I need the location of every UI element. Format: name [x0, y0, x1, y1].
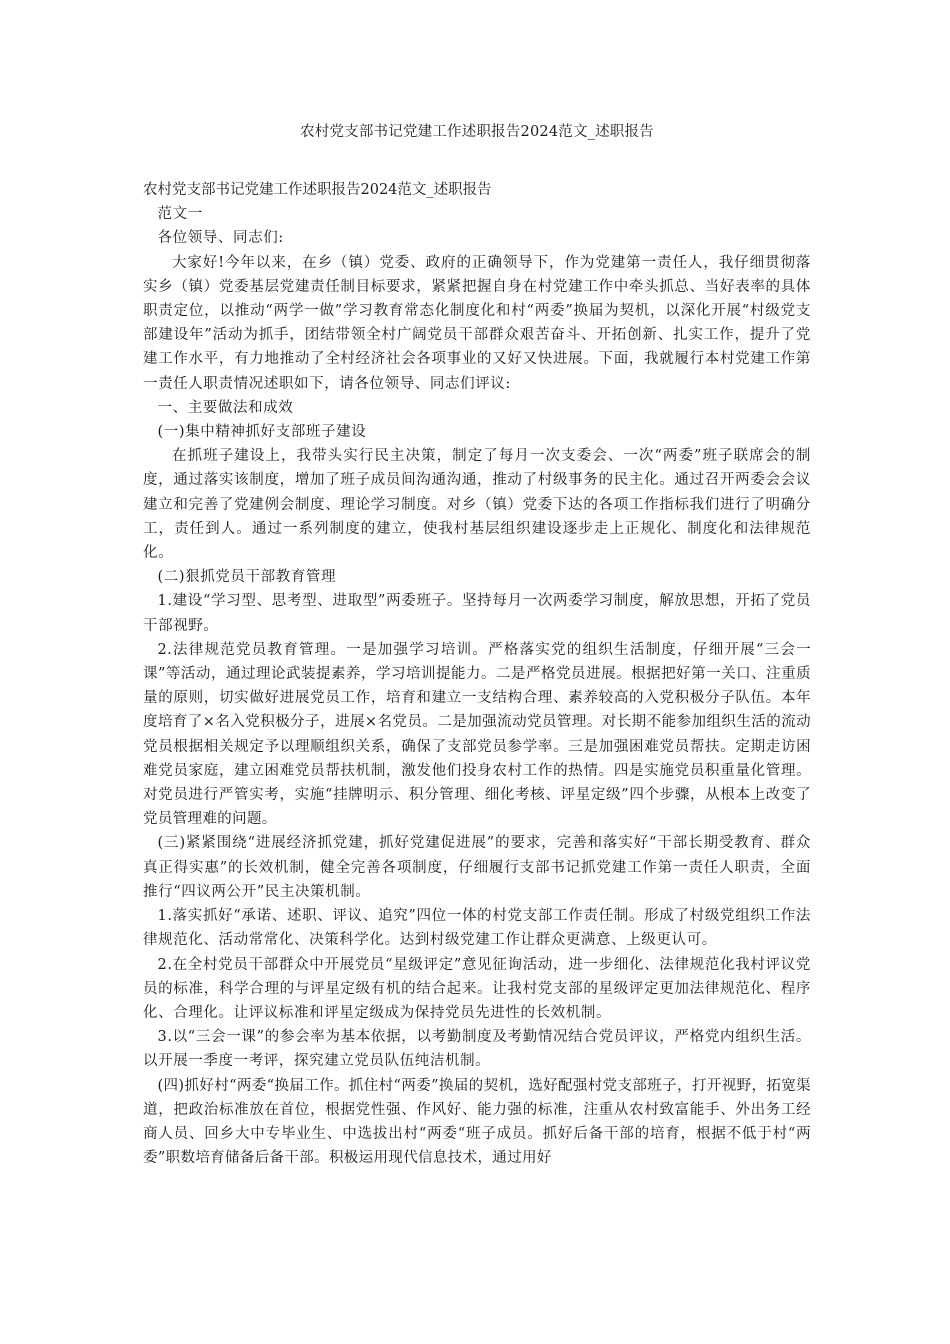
paragraph-item-3-3: 3.以“三会一课”的参会率为基本依据，以考勤制度及考勤情况结合党员评议，严格党内组织生活。以开展一季度一考评，探究建立党员队伍纯洁机制。 [143, 1029, 811, 1070]
paragraph-sample-label: 范文一 [157, 206, 203, 223]
paragraph-item-1: 1.建设“学习型、思考型、进取型”两委班子。坚持每月一次两委学习制度，解放思想，开拓了党员干部视野。 [143, 593, 811, 634]
paragraph-item-2: 2.法律规范党员教育管理。一是加强学习培训。严格落实党的组织生活制度，仔细开展“三会一课”等活动，通过理论武装提素养，学习培训提能力。二是严格党员进展。根据把好第一关口、注重质量的原则，切实做好进展党员工作，培育和建立一支结构合理、素养较高的入党积极分子队伍。本年度培育了×名入党积极分子，进展×名党员。二是加强流动党员管理。对长期不能参加组织生活的流动党员根据相关规定予以理顺组织关系，确保了支部党员参学率。三是加强困难党员帮扶。定期走访困难党员家庭，建立困难党员帮扶机制，激发他们投身农村工作的热情。四是实施党员积重量化管理。对党员进行严管实考，实施“挂牌明示、积分管理、细化考核、评星定级”四个步骤，从根本上改变了党员管理难的问题。 [143, 641, 811, 828]
paragraph-item-3-2: 2.在全村党员干部群众中开展党员“星级评定”意见征询活动，进一步细化、法律规范化我村评议党员的标准，科学合理的与评星定级有机的结合起来。让我村党支部的星级评定更加法律规范化、程序化、合理化。让评议标准和评星定级成为保持党员先进性的长效机制。 [143, 956, 811, 1021]
subsection-heading-2: (二)狠抓党员干部教育管理 [157, 569, 337, 586]
subsection-heading-4: (四)抓好村“两委“换届工作。抓住村“两委”换届的契机，选好配强村党支部班子，打开视野，拓宽渠道，把政治标准放在首位，根据党性强、作风好、能力强的标准，注重从农村致富能手、外出务工经商人员、回乡大中专毕业生、中选拔出村“两委“班子成员。抓好后备干部的培育，根据不低于村“两委”职数培育储备后备干部。积极运用现代信息技术，通过用好 [143, 1077, 811, 1167]
document-page [143, 122, 811, 1170]
document-heading: 农村党支部书记党建工作述职报告2024范文_述职报告 [143, 182, 492, 198]
document-title: 农村党支部书记党建工作述职报告2024范文_述职报告 [300, 124, 654, 140]
paragraph-team-building: 在抓班子建设上，我带头实行民主决策，制定了每月一次支委会、一次“两委”班子联席会的制度，通过落实该制度，增加了班子成员间沟通沟通，推动了村级事务的民主化。通过召开两委会会议建立和完善了党建例会制度、理论学习制度。对乡（镇）党委下达的各项工作指标我们进行了明确分工，责任到人。通过一系列制度的建立，使我村基层组织建设逐步走上正规化、制度化和法律规范化。 [143, 448, 811, 562]
paragraph-salutation: 各位领导、同志们: [157, 230, 284, 247]
paragraph-item-3-1: 1.落实抓好“承诺、述职、评议、追究”四位一体的村党支部工作责任制。形成了村级党组织工作法律规范化、活动常常化、决策科学化。达到村级党建工作让群众更满意、上级更认可。 [143, 908, 811, 949]
subsection-heading-3: (三)紧紧围绕“进展经济抓党建，抓好党建促进展”的要求，完善和落实好“干部长期受教育、群众真正得实惠”的长效机制，健全完善各项制度，仔细履行支部书记抓党建工作第一责任人职责，全面推行“四议两公开”民主决策机制。 [143, 835, 811, 900]
paragraph-intro: 大家好!今年以来，在乡（镇）党委、政府的正确领导下，作为党建第一责任人，我仔细贯彻落实乡（镇）党委基层党建责任制目标要求，紧紧把握自身在村党建工作中牵头抓总、当好表率的具体职责定位，以推动“两学一做”学习教育常态化制度化和村“两委”换届为契机，以深化开展“村级党支部建设年”活动为抓手，团结带领全村广阔党员干部群众艰苦奋斗、开拓创新、扎实工作，提升了党建工作水平，有力地推动了全村经济社会各项事业的又好又快进展。下面，我就履行本村党建工作第一责任人职责情况述职如下，请各位领导、同志们评议: [143, 254, 811, 392]
subsection-heading-1: (一)集中精神抓好支部班子建设 [157, 424, 367, 441]
section-heading-main-practices: 一、主要做法和成效 [157, 399, 294, 416]
